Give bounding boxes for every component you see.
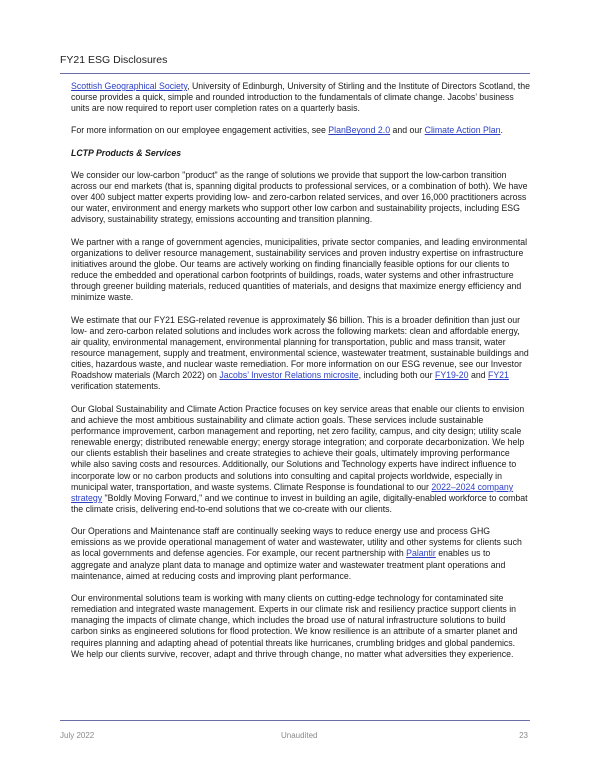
link-climate-action-plan[interactable]: Climate Action Plan — [424, 125, 501, 136]
paragraph-text: and our — [390, 125, 425, 136]
paragraph-text: , University of Edinburgh, University of Stirling and the Institute of Directors Scotland, the course provides a quick, simple and rounded introduction to the fundamentals of climate change. Jacobs’ business units are now required to report user completion rates on a quarterly basis. — [71, 81, 530, 114]
paragraph-text: We estimate that our FY21 ESG-related revenue is approximately $6 billion. This is a broader definition than just our low- and zero-carbon related solutions and includes work across the following markets: clean and affordable energy, air quality, environmental management, environmental planning for transportation, public and mass transit, water resource management, supply and treatment, environmental science, wastewater treatment, sustainable buildings and cities, hazardous waste, and nuclear waste remediation. For more information on our ESG revenue, see our Investor Roadshow materials (March 2022) on — [71, 314, 529, 381]
document-body — [71, 81, 530, 671]
paragraph-text: , including both our — [358, 370, 435, 381]
link-planbeyond[interactable]: PlanBeyond 2.0 — [328, 125, 391, 136]
paragraph-text: For more information on our employee engagement activities, see — [71, 125, 329, 136]
footer-page-number: 23 — [519, 731, 528, 740]
paragraph-esg-revenue — [71, 315, 530, 393]
header-divider — [60, 73, 530, 74]
link-palantir[interactable]: Palantir — [406, 548, 436, 559]
link-investor-relations-microsite[interactable]: Jacobs’ Investor Relations microsite — [219, 370, 359, 381]
paragraph-text: . — [500, 125, 503, 136]
paragraph-text: and — [468, 370, 488, 381]
paragraph-engagement-info — [71, 125, 530, 136]
link-fy21[interactable]: FY21 — [488, 370, 509, 381]
paragraph-text: verification statements. — [71, 381, 161, 392]
paragraph-text: Our Global Sustainability and Climate Action Practice focuses on key service areas that enable our clients to envision and achieve the most ambitious sustainability and climate action goals. These services include sustainable performance improvement, carbon management and reporting, net zero facility, campus, and city design; utility scale renewable energy; distributed renewable energy; energy storage integration; and corporate decarbonization. We help our clients establish their baselines and create strategies to achieve their goals, ultimately improving performance while also saving costs and resources. Additionally, our Solutions and Technology experts have indirect influence to incorporate low or no carbon products and solutions into consulting and capital projects worldwide, especially in municipal water, transportation, and waste systems. Climate Response is foundational to our — [71, 403, 525, 492]
paragraph-text: enables us to aggregate and analyze plant data to manage and optimize water and wastewater treatment plant operations and maintenance, aimed at reducing costs and improving plant performance. — [71, 548, 506, 581]
paragraph-text: "Boldly Moving Forward," and we continue to invest in building an agile, digitally-enabled workforce to combat the climate crisis, delivering end-to-end solutions that we co-create with our clients. — [71, 492, 528, 514]
paragraph-partnerships: We partner with a range of government agencies, municipalities, private sector companies, and leading environmental organizations to deliver resource management, sustainability services and proven industry expertise on infrastructure initiatives around the globe. Our teams are actively working on finding financially feasible options for our clients to reduce the embedded and operational carbon footprints of buildings, roads, water systems and other infrastructure through greener building materials, reduced quantities of materials, and designs that maximize energy efficiency and minimize waste. — [71, 236, 528, 303]
paragraph-course-intro — [71, 81, 530, 114]
paragraph-environmental-solutions: Our environmental solutions team is working with many clients on cutting-edge technology for contaminated site remediation and integrated waste management. Experts in our climate risk and resiliency practice support clients in managing the impacts of climate change, which includes the broad use of natural infrastructure solutions to build carbon sinks as engineered solutions for flood protection. We know resilience is an attribute of a smarter planet and requires planning and adapting ahead of potential threats like hurricanes, crumbling bridges and global pandemics. We help our clients survive, recover, adapt and thrive through change, no matter what adversities they experience. — [71, 592, 518, 659]
paragraph-low-carbon-product: We consider our low-carbon "product" as the range of solutions we provide that support the low-carbon transition across our end markets (that is, spanning digital products to professional services, or a combination of both). We have over 400 subject matter experts providing low- and zero-carbon related services, and over 16,000 practitioners across our water, environment and energy markets who support other low carbon and sustainability projects, including ESG advisory, sustainability strategy, emissions accounting and transition planning. — [71, 169, 528, 225]
footer-audit-status: Unaudited — [281, 731, 318, 740]
paragraph-operations-maintenance — [71, 526, 530, 582]
paragraph-sustainability-practice — [71, 404, 530, 516]
footer-divider — [60, 720, 530, 721]
section-heading: LCTP Products & Services — [71, 147, 182, 158]
footer-date: July 2022 — [60, 731, 95, 740]
document-header-title: FY21 ESG Disclosures — [60, 54, 168, 66]
paragraph-text: Our Operations and Maintenance staff are continually seeking ways to reduce energy use and process GHG emissions as we provide operational management of water and wastewater, utility and other systems for clients such as local governments and defense agencies. For example, our recent partnership with — [71, 526, 522, 559]
link-company-strategy[interactable]: 2022–2024 company strategy — [71, 481, 514, 503]
link-fy19-20[interactable]: FY19-20 — [434, 370, 469, 381]
link-scottish-geographical-society[interactable]: Scottish Geographical Society — [71, 81, 188, 91]
